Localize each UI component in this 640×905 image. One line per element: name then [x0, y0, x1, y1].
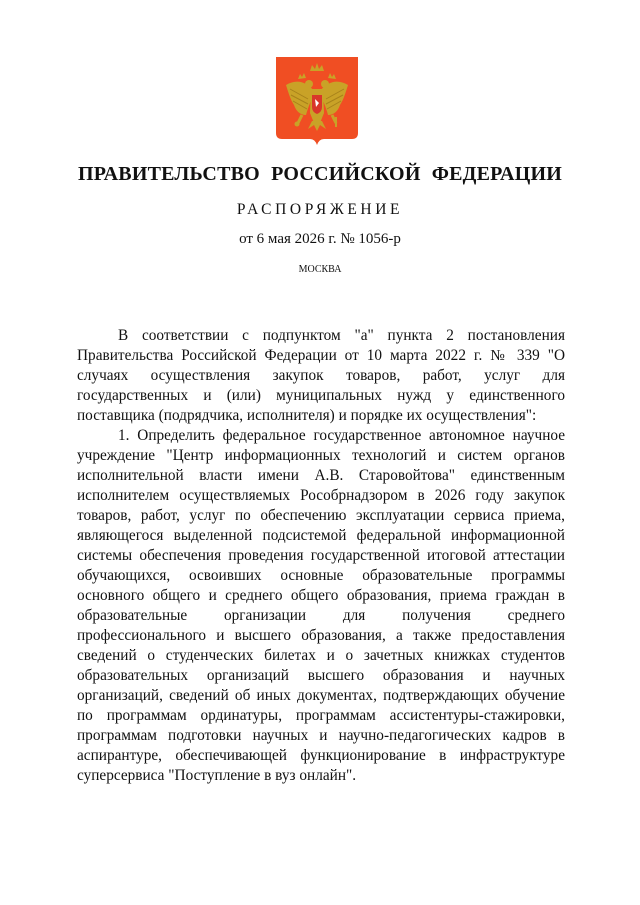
preamble-paragraph: В соответствии с подпунктом "а" пункта 2 постановления Правительства Российской Федерации от 10 марта 2022 г. № 339 "О случаях осуществления закупок товаров, работ, услуг для государственных и (или) муниципальных нужд у единственного поставщика (подрядчика, исполнителя) и порядке их осуществления": [77, 327, 565, 424]
document-body [77, 326, 565, 786]
item-1-paragraph: 1. Определить федеральное государственное автономное научное учреждение "Центр информационных технологий и систем органов исполнительной власти имени А.В. Старовойтова" единственным исполнителем осуществляемых Рособрнадзором в 2026 году закупок товаров, работ, услуг по обеспечению эксплуатации сервиса приема, являющегося выделенной подсистемой федеральной информационной системы обеспечения проведения государственной итоговой аттестации обучающихся, освоивших основные образовательные программы основного общего и среднего общего образования, приема граждан в образовательные организации для получения среднего профессионального и высшего образования, а также предоставления сведений о студенческих билетах и о зачетных книжках студентов образовательных организаций высшего образования и научных организаций, сведений об иных документах, подтверждающих обучение по программам ординатуры, программам ассистентуры-стажировки, программам подготовки научных и научно-педагогических кадров в аспирантуре, обеспечивающей функционирование в инфраструктуре суперсервиса "Поступление в вуз онлайн". [77, 427, 565, 784]
document-date-number: от 6 мая 2026 г. № 1056-р [239, 231, 401, 247]
document-type: РАСПОРЯЖЕНИЕ [236, 201, 404, 218]
government-title: ПРАВИТЕЛЬСТВО РОССИЙСКОЙ ФЕДЕРАЦИИ [78, 163, 562, 185]
coat-of-arms-icon [276, 57, 358, 145]
coat-of-arms-emblem [276, 57, 358, 145]
document-city: МОСКВА [298, 264, 342, 275]
